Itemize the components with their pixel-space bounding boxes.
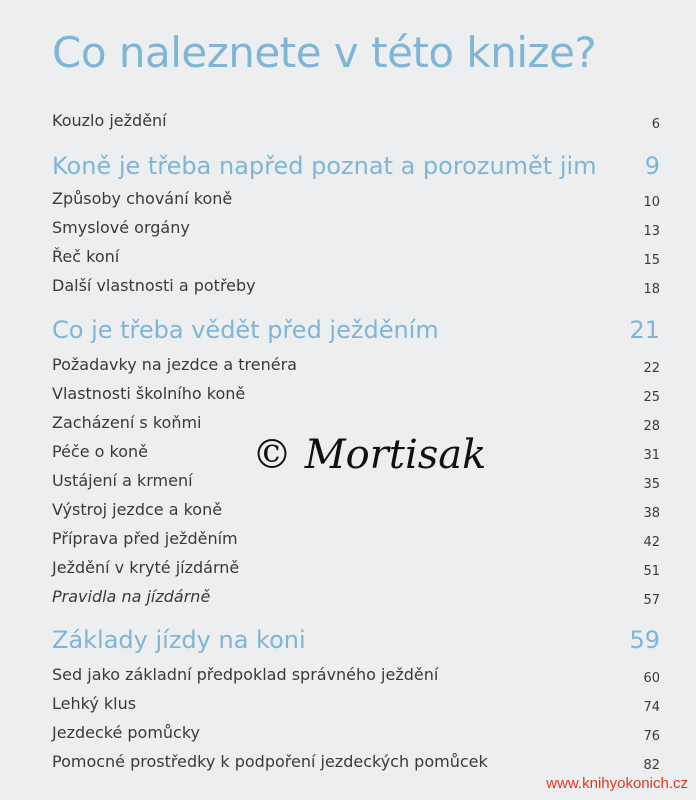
toc-entry — [52, 495, 660, 521]
toc-entry-label: Řeč koní — [52, 247, 120, 266]
toc-entry-label: Ježdění v kryté jízdárně — [52, 558, 240, 577]
toc-entry — [52, 379, 660, 405]
toc-entry — [52, 718, 660, 744]
toc-entry — [52, 660, 660, 686]
toc-entry-label: Zacházení s koňmi — [52, 413, 202, 432]
section-page: 21 — [629, 316, 660, 344]
toc-entry-page: 57 — [643, 593, 660, 608]
toc-entry-page: 18 — [643, 282, 660, 297]
toc-entry-label: Péče o koně — [52, 442, 148, 461]
toc-entry — [52, 184, 660, 210]
toc-entry-page: 35 — [643, 477, 660, 492]
section-page: 59 — [629, 626, 660, 654]
toc-entry-page: 42 — [643, 535, 660, 550]
toc-entry-label: Sed jako základní předpoklad správného ježdění — [52, 665, 439, 684]
toc-entry — [52, 747, 660, 773]
section-heading — [52, 312, 660, 346]
toc-entry-page: 15 — [643, 253, 660, 268]
toc-entry-intro — [52, 106, 660, 132]
page-title: Co naleznete v této knize? — [52, 28, 597, 77]
toc-entry — [52, 408, 660, 434]
section-title: Základy jízdy na koni — [52, 626, 306, 654]
toc-entry-page: 13 — [643, 224, 660, 239]
toc-entry-label: Ustájení a krmení — [52, 471, 193, 490]
section-page: 9 — [644, 152, 660, 180]
section-heading — [52, 148, 660, 182]
toc-entry — [52, 350, 660, 376]
toc-entry-label: Kouzlo ježdění — [52, 111, 167, 130]
toc-entry-page: 38 — [643, 506, 660, 521]
toc-entry-page: 82 — [643, 758, 660, 773]
copyright-watermark: © Mortisak — [252, 432, 487, 478]
toc-entry-label: Příprava před ježděním — [52, 529, 238, 548]
toc-entry — [52, 553, 660, 579]
toc-entry-label: Vlastnosti školního koně — [52, 384, 246, 403]
section-heading — [52, 622, 660, 656]
toc-entry-page: 6 — [651, 117, 660, 132]
section-title: Co je třeba vědět před ježděním — [52, 316, 439, 344]
toc-entry-page: 10 — [643, 195, 660, 210]
toc-entry — [52, 271, 660, 297]
toc-entry — [52, 213, 660, 239]
website-link[interactable]: www.knihyokonich.cz — [546, 775, 688, 792]
toc-entry-page: 74 — [643, 700, 660, 715]
section-title: Koně je třeba napřed poznat a porozumět jim — [52, 152, 597, 180]
toc-entry-page: 28 — [643, 419, 660, 434]
toc-entry-label: Výstroj jezdce a koně — [52, 500, 223, 519]
toc-entry-label: Požadavky na jezdce a trenéra — [52, 355, 297, 374]
toc-entry — [52, 689, 660, 715]
toc-entry-label: Další vlastnosti a potřeby — [52, 276, 256, 295]
toc-entry-label: Smyslové orgány — [52, 218, 190, 237]
toc-entry-page: 76 — [643, 729, 660, 744]
toc-entry-label: Pomocné prostředky k podpoření jezdeckých pomůcek — [52, 752, 488, 771]
toc-entry-page: 22 — [643, 361, 660, 376]
toc-entry-label: Jezdecké pomůcky — [52, 723, 201, 742]
toc-entry-page: 60 — [643, 671, 660, 686]
toc-entry — [52, 524, 660, 550]
toc-entry-page: 31 — [643, 448, 660, 463]
toc-entry-label: Způsoby chování koně — [52, 189, 233, 208]
toc-entry-page: 51 — [643, 564, 660, 579]
toc-entry — [52, 582, 660, 608]
toc-entry-page: 25 — [643, 390, 660, 405]
toc-entry — [52, 242, 660, 268]
toc-entry-label: Lehký klus — [52, 694, 137, 713]
toc-entry-label: Pravidla na jízdárně — [52, 587, 211, 606]
